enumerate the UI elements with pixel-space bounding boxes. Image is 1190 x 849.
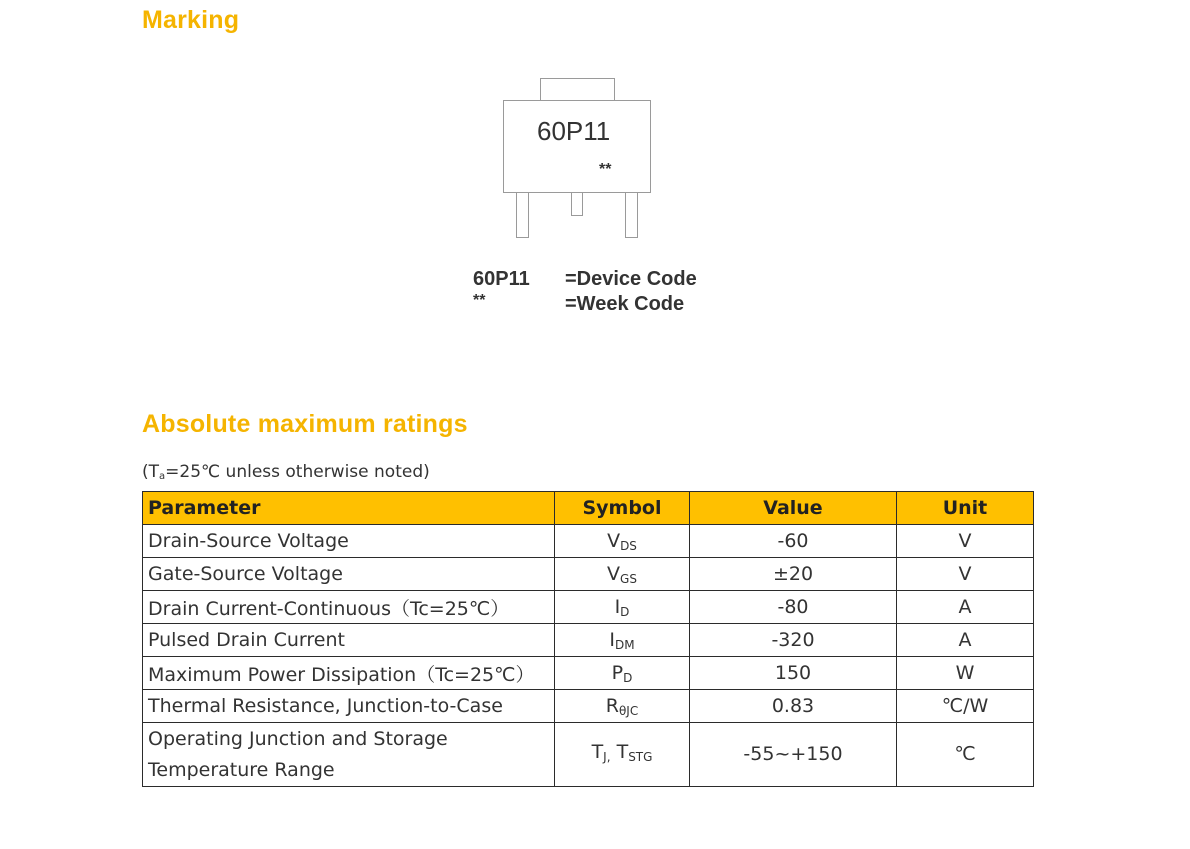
ratings-table — [142, 491, 1034, 787]
symbol-sub-a: J, — [603, 749, 611, 764]
note-suffix: =25℃ unless otherwise noted) — [165, 462, 430, 482]
cell-unit: ℃ — [897, 723, 1034, 787]
column-header-unit: Unit — [897, 492, 1034, 525]
cell-symbol — [555, 558, 690, 591]
cell-value: -320 — [690, 624, 897, 657]
column-header-symbol: Symbol — [555, 492, 690, 525]
symbol-sub: D — [623, 670, 633, 685]
table-header-row — [143, 492, 1034, 525]
cell-symbol — [555, 657, 690, 690]
table-row — [143, 657, 1034, 690]
conditions-note — [142, 462, 430, 482]
cell-parameter: Drain Current-Continuous（Tc=25℃） — [143, 591, 555, 624]
package-week-code: ** — [599, 161, 612, 178]
cell-parameter: Pulsed Drain Current — [143, 624, 555, 657]
cell-symbol — [555, 591, 690, 624]
legend-value-device: =Device Code — [565, 268, 697, 290]
cell-parameter — [143, 723, 555, 787]
cell-parameter: Drain-Source Voltage — [143, 525, 555, 558]
table-row — [143, 558, 1034, 591]
package-lead-right — [625, 192, 638, 238]
cell-parameter: Thermal Resistance, Junction-to-Case — [143, 690, 555, 723]
cell-parameter: Maximum Power Dissipation（Tc=25℃） — [143, 657, 555, 690]
cell-unit: A — [897, 624, 1034, 657]
table-row — [143, 723, 1034, 787]
cell-value: 150 — [690, 657, 897, 690]
symbol-main: P — [611, 661, 624, 684]
package-lead-middle — [571, 192, 583, 216]
table-row — [143, 525, 1034, 558]
cell-symbol — [555, 690, 690, 723]
cell-value: 0.83 — [690, 690, 897, 723]
symbol-sub: DM — [615, 637, 635, 652]
symbol-main: V — [607, 529, 621, 552]
ratings-heading: Absolute maximum ratings — [142, 410, 468, 438]
symbol-sub: D — [620, 604, 630, 619]
symbol-main: V — [607, 562, 621, 585]
legend-value-week: =Week Code — [565, 293, 685, 315]
cell-value: -60 — [690, 525, 897, 558]
symbol-sub: DS — [620, 538, 637, 553]
cell-unit: W — [897, 657, 1034, 690]
symbol-main: I — [609, 628, 615, 651]
cell-value: ±20 — [690, 558, 897, 591]
symbol-main: I — [614, 595, 621, 618]
cell-value: -80 — [690, 591, 897, 624]
cell-unit: V — [897, 525, 1034, 558]
table-row — [143, 690, 1034, 723]
symbol-sub-b: STG — [628, 749, 653, 764]
cell-symbol — [555, 624, 690, 657]
cell-unit: ℃/W — [897, 690, 1034, 723]
marking-heading: Marking — [142, 6, 240, 34]
cell-unit: V — [897, 558, 1034, 591]
cell-unit: A — [897, 591, 1034, 624]
parameter-line-2: Temperature Range — [148, 758, 335, 781]
package-device-code: 60P11 — [537, 116, 611, 146]
column-header-parameter: Parameter — [143, 492, 555, 525]
symbol-sub: θJC — [618, 703, 639, 718]
table-row — [143, 591, 1034, 624]
cell-parameter: Gate-Source Voltage — [143, 558, 555, 591]
column-header-value: Value — [690, 492, 897, 525]
symbol-main-b: T — [610, 740, 629, 763]
symbol-main: R — [605, 694, 619, 717]
package-lead-left — [516, 192, 529, 238]
legend-key-week: ** — [473, 292, 486, 309]
note-prefix: (T — [142, 462, 160, 482]
parameter-line-1: Operating Junction and Storage — [148, 727, 448, 750]
package-tab — [540, 78, 615, 102]
cell-symbol — [555, 525, 690, 558]
table-row — [143, 624, 1034, 657]
symbol-main-a: T — [591, 740, 604, 763]
cell-symbol — [555, 723, 690, 787]
note-sub: a — [159, 471, 166, 482]
cell-value: -55~+150 — [690, 723, 897, 787]
legend-key-device: 60P11 — [473, 268, 530, 290]
symbol-sub: GS — [620, 571, 637, 586]
